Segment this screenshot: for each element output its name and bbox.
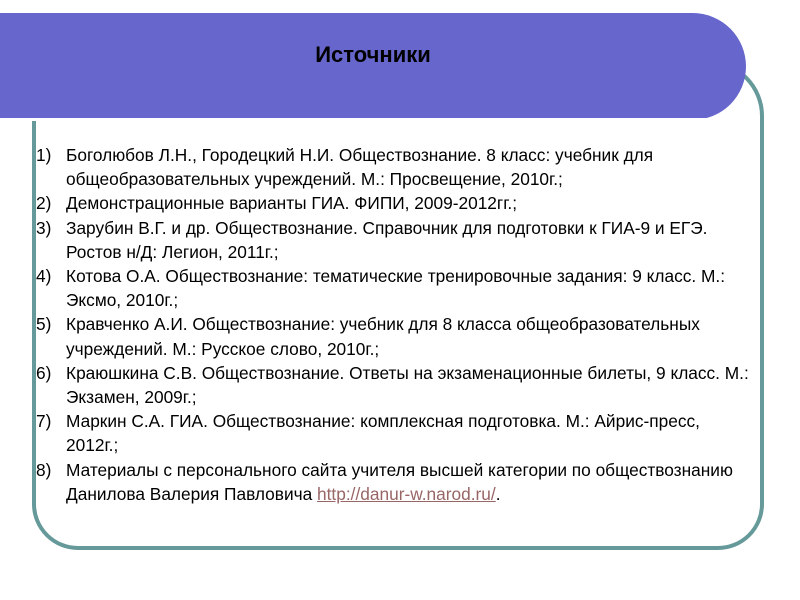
source-text: Маркин С.А. ГИА. Обществознание: комплексная подготовка. М.: Айрис-пресс, 2012г.; <box>66 411 700 456</box>
source-text: Материалы с персонального сайта учителя высшей категории по обществознанию Данилова Валерия Павловича <box>66 459 733 504</box>
source-item <box>36 312 752 360</box>
source-item <box>36 191 752 215</box>
source-item <box>36 264 752 312</box>
source-number: 3) <box>36 217 52 238</box>
source-text: Котова О.А. Обществознание: тематические тренировочные задания: 9 класс. М.: Эксмо, 2010г.; <box>66 266 725 311</box>
source-number: 5) <box>36 314 52 335</box>
source-text: Зарубин В.Г. и др. Обществознание. Справочник для подготовки к ГИА-9 и ЕГЭ. Ростов н/Д: Легион, 2011г.; <box>66 217 708 262</box>
slide-title: Источники <box>315 42 431 67</box>
source-text: Демонстрационные варианты ГИА. ФИПИ, 2009-2012гг.; <box>66 193 518 214</box>
source-item <box>36 409 752 457</box>
source-number: 7) <box>36 411 52 432</box>
source-item <box>36 143 752 191</box>
source-text: Боголюбов Л.Н., Городецкий Н.И. Обществознание. 8 класс: учебник для общеобразовательных учреждений. М.: Просвещение, 2010г.; <box>66 145 654 190</box>
source-number: 6) <box>36 362 52 383</box>
source-number: 8) <box>36 459 52 480</box>
source-number: 1) <box>36 145 52 165</box>
source-item <box>36 216 752 264</box>
source-text-suffix: . <box>495 483 501 504</box>
source-text: Краюшкина С.В. Обществознание. Ответы на экзаменационные билеты, 9 класс. М.: Экзамен, 2009г.; <box>66 362 749 408</box>
header-divider-line <box>0 118 707 121</box>
source-number: 2) <box>36 193 52 214</box>
source-website-link[interactable]: http://danur-w.narod.ru/ <box>317 483 496 504</box>
source-item <box>36 361 752 409</box>
source-number: 4) <box>36 266 52 287</box>
source-text: Кравченко А.И. Обществознание: учебник для 8 класса общеобразовательных учреждений. М.: Русское слово, 2010г.; <box>66 314 700 359</box>
sources-list <box>36 143 752 506</box>
source-item <box>36 458 752 506</box>
